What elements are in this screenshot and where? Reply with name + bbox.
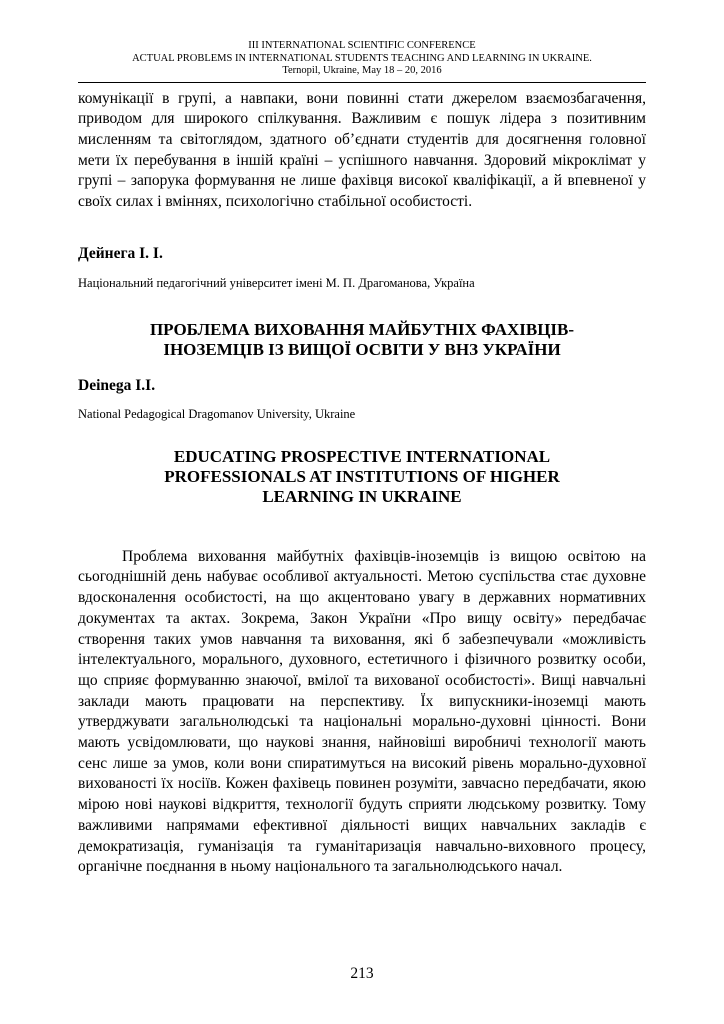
header-line-2: ACTUAL PROBLEMS IN INTERNATIONAL STUDENTS TEACHING AND LEARNING IN UKRAINE.	[132, 52, 592, 64]
uk-title-line-1: ПРОБЛЕМА ВИХОВАННЯ МАЙБУТНІХ ФАХІВЦІВ-	[149, 319, 575, 339]
body-paragraph: Проблема виховання майбутніх фахівців-іноземців із вищою освітою на сьогоднішній день набуває особливої актуальності. Метою суспільства стає духовне вдосконалення особистості, на що акцентовано увагу в державних нормативних документах та актах. Зокрема, Закон України «Про вищу освіту» передбачає створення таких умов навчання та виховання, які б забезпечували «можливість інтелектуального, морального, духовного, естетичного і фізичного розвитку особи, що сприяє формуванню знаючої, вмілої та вихованої особистості». Вищі навчальні заклади мають працювати на перспективу. Їх випускники-іноземці мають утверджувати загальнолюдські та національні морально-духовні цінності. Вони мають усвідомлювати, що наукові знання, найновіші виробничі технології мають сенс лише за умов, коли вони спиратимуться на високий рівень морально-духовної вихованості їх носіїв. Кожен фахівець повинен розуміти, завчасно передбачати, якою мірою нові наукові відкриття, технології будуть сприяти людському розвитку. Тому важливими напрямами ефективної діяльності вищих навчальних закладів є демократизація, гуманізація та гуманітаризація навчально-виховного процесу, органічне поєднання в ньому національного та загальнолюдського начал.	[78, 547, 646, 876]
conference-header	[78, 40, 646, 83]
page	[78, 40, 646, 878]
uk-title	[78, 320, 646, 360]
en-affiliation: National Pedagogical Dragomanov University, Ukraine	[78, 406, 356, 421]
uk-affiliation: Національний педагогічний університет імені М. П. Драгоманова, Україна	[78, 275, 475, 290]
en-title-line-3: LEARNING IN UKRAINE	[262, 486, 462, 506]
uk-author: Дейнега І. І.	[78, 244, 163, 262]
header-line-1: III INTERNATIONAL SCIENTIFIC CONFERENCE	[248, 40, 476, 51]
en-title-line-1: EDUCATING PROSPECTIVE INTERNATIONAL	[173, 446, 551, 466]
uk-title-line-2: ІНОЗЕМЦІВ ІЗ ВИЩОЇ ОСВІТИ У ВНЗ УКРАЇНИ	[163, 339, 561, 359]
header-line-3: Ternopil, Ukraine, May 18 – 20, 2016	[282, 65, 442, 76]
en-title-line-2: PROFESSIONALS AT INSTITUTIONS OF HIGHER	[164, 466, 560, 486]
continuation-paragraph: комунікації в групі, а навпаки, вони повинні стати джерелом взаємозбагачення, приводом для широкого спілкування. Важливим є пошук лідера з позитивним мисленням та світоглядом, здатного об’єднати студентів для досягнення головної мети їх перебування в іншій країні – успішного навчання. Здоровий мікроклімат у групі – запорука формування не лише фахівця високої кваліфікації, а й впевненої у своїх силах і вміннях, психологічно стабільної особистості.	[78, 89, 646, 211]
en-author: Deinega I.I.	[78, 376, 156, 394]
page-number: 213	[350, 965, 374, 982]
en-title	[78, 447, 646, 507]
